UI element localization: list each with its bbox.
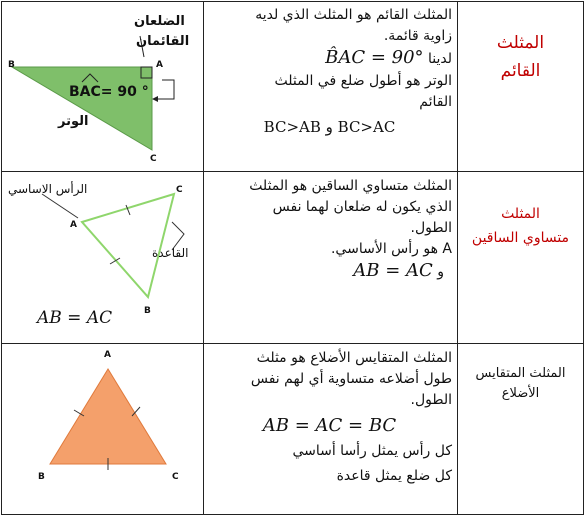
title-line-2: القائم — [500, 61, 541, 81]
title-cell — [458, 29, 583, 85]
angle-equation: B̂AC = 90° — [325, 47, 424, 68]
table-border-bottom — [1, 514, 584, 515]
vertex-c-label: C — [176, 185, 183, 195]
desc-line-2: طول أضلاعه متساوية أي لهم نفس — [250, 371, 452, 387]
desc-line-6: BC>AC و BC>AB — [263, 118, 396, 136]
desc-line-3: الطول. — [410, 392, 452, 408]
desc-line-4: A هو رأس الأساسي. — [330, 241, 452, 257]
description-cell — [207, 348, 452, 487]
desc-line-1: المثلث المتقايس الأضلاع هو مثلث — [256, 350, 452, 366]
vertex-a-label: A — [156, 60, 163, 70]
figure-cell — [2, 2, 202, 170]
hypotenuse-label: الوتر — [58, 114, 89, 129]
angle-label: BAC= 90 ° — [69, 84, 149, 100]
apex-arrow — [42, 194, 78, 218]
title-line-2: متساوي الساقين — [471, 230, 570, 246]
figure-equation: AB = AC — [37, 308, 113, 328]
desc-line-6: كل ضلع يمثل قاعدة — [336, 468, 452, 484]
vertex-c-label: C — [150, 154, 157, 164]
desc-line-5 — [207, 260, 452, 283]
figure-cell — [2, 344, 202, 513]
title-cell — [458, 202, 583, 250]
desc-line-4: الوتر هو أطول ضلع في المثلث — [274, 73, 452, 89]
row-isosceles-triangle — [1, 172, 584, 343]
equilateral-equation: AB = AC = BC — [262, 415, 397, 436]
title-line-1: المثلث — [501, 206, 540, 222]
desc-line-1: المثلث القائم هو المثلث الذي لديه — [255, 7, 452, 23]
desc-line-1: المثلث متساوي الساقين هو المثلث — [249, 178, 452, 194]
apex-label: الرأس الاساسي — [8, 182, 88, 196]
desc-line-2: الذي يكون له ضلعان لهما نفس — [272, 199, 452, 215]
title-line-1: المثلث — [496, 33, 545, 53]
row-equilateral-triangle — [1, 344, 584, 514]
title-line-1: المثلث المتقايس — [475, 366, 566, 381]
legs-label-1: الضلعان — [134, 14, 185, 29]
vertex-b-label: B — [144, 306, 151, 316]
isosceles-equation: AB = AC — [353, 260, 433, 281]
figure-cell — [2, 172, 202, 342]
desc-line-5: كل رأس يمثل رأسا أساسي — [292, 443, 452, 459]
equilateral-triangle-figure — [2, 344, 202, 513]
description-cell — [207, 176, 452, 283]
desc-line-5-prefix: و — [437, 264, 444, 280]
equilateral-triangle-shape — [50, 369, 166, 464]
right-triangle-shape — [12, 67, 152, 150]
vertex-a-label: A — [70, 220, 77, 230]
desc-line-2: زاوية قائمة. — [383, 28, 452, 44]
desc-line-3: الطول. — [410, 220, 452, 236]
vertex-a-label: A — [104, 350, 111, 360]
title-line-2: الأضلاع — [501, 386, 540, 401]
triangles-table — [1, 1, 584, 515]
description-cell — [207, 5, 452, 138]
vertex-b-label: B — [8, 60, 15, 70]
base-label: القاعدة — [152, 246, 189, 260]
title-cell — [458, 364, 583, 404]
vertex-c-label: C — [172, 472, 179, 482]
angle-bracket — [156, 80, 174, 99]
angle-bracket-arrow — [152, 96, 158, 102]
desc-line-5: القائم — [419, 94, 452, 110]
legs-label-2: القائمان — [136, 34, 190, 49]
tick-mark-ac — [126, 205, 130, 215]
vertex-b-label: B — [38, 472, 45, 482]
desc-line-3-prefix: لدينا — [427, 51, 452, 67]
row-right-triangle — [1, 1, 584, 171]
desc-line-3 — [207, 47, 452, 71]
